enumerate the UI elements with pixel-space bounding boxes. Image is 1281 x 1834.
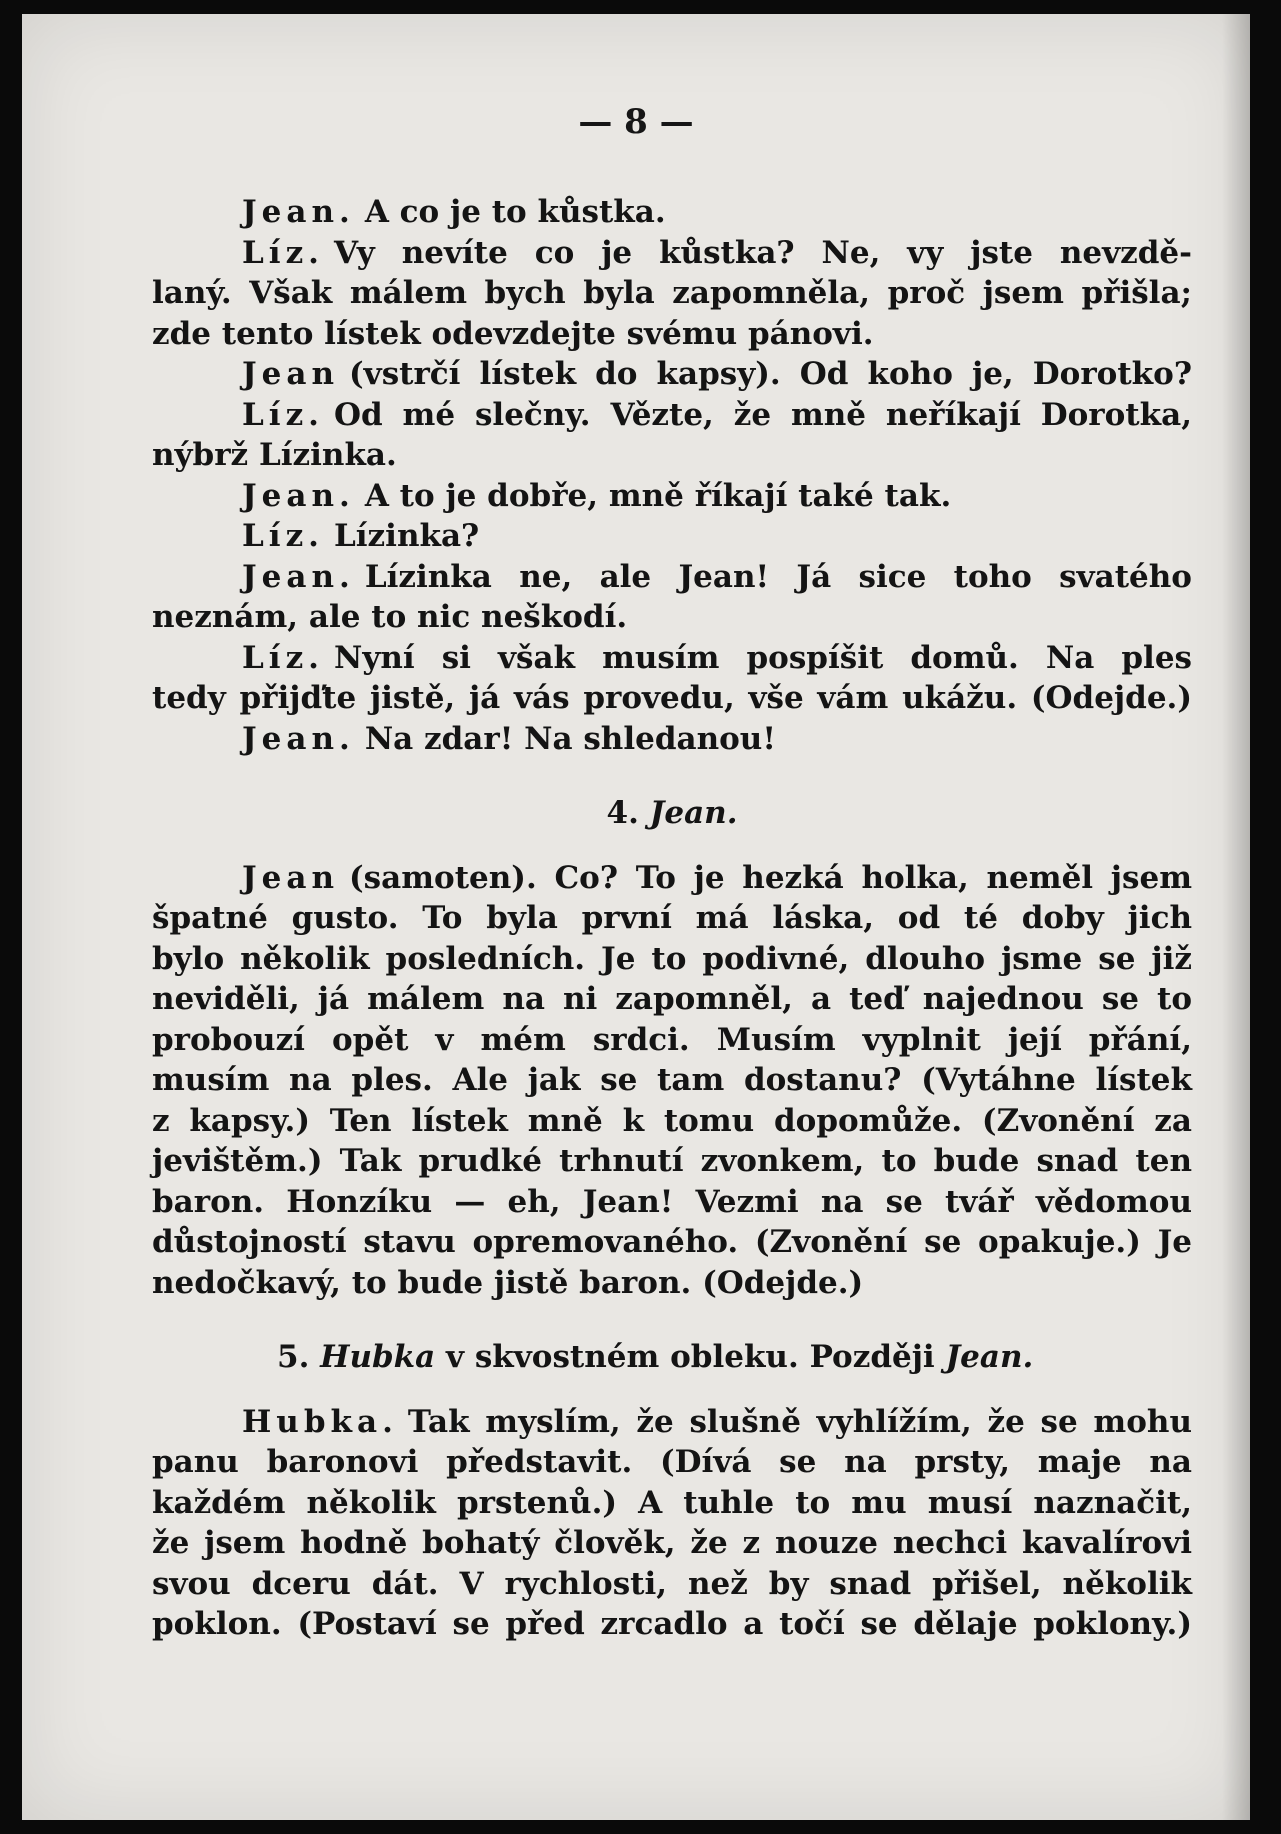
line-text: že jsem hodně bohatý člověk, že z nouze nechci kavalírovi bbox=[152, 1525, 1192, 1561]
line-text: Na zdar! Na shledanou! bbox=[364, 720, 776, 757]
page-edge-shadow bbox=[1222, 14, 1250, 1820]
text-line bbox=[152, 1604, 1192, 1645]
line-text: tedy přijďte jistě, já vás provedu, vše vám ukážu. (Odejde.) bbox=[152, 680, 1192, 716]
spacer bbox=[152, 1303, 1192, 1337]
text-line bbox=[152, 1060, 1192, 1101]
text-line bbox=[152, 1564, 1192, 1605]
line-text: důstojností stavu opremovaného. (Zvonění se opakuje.) Je bbox=[152, 1224, 1192, 1260]
text-line bbox=[152, 898, 1192, 939]
scene-number: 5. bbox=[277, 1339, 310, 1375]
line-text: laný. Však málem bych byla zapomněla, proč jsem přišla; bbox=[152, 275, 1192, 311]
text-line bbox=[152, 597, 1192, 638]
speaker-name: Jean. bbox=[242, 477, 355, 514]
spacer bbox=[152, 834, 1192, 858]
line-text: Nyní si však musím pospíšit domů. Na ples bbox=[333, 639, 1192, 676]
speaker-name: Jean. bbox=[242, 194, 355, 230]
text-line bbox=[152, 557, 1192, 598]
text-line bbox=[152, 192, 1192, 233]
line-text: musím na ples. Ale jak se tam dostanu? (Vytáhne lístek bbox=[152, 1062, 1192, 1098]
text-line bbox=[152, 476, 1192, 517]
page-text bbox=[152, 192, 1192, 1645]
line-text: Lízinka? bbox=[333, 518, 480, 554]
line-text: svou dceru dát. V rychlosti, než by snad přišel, několik bbox=[152, 1565, 1192, 1602]
text-line bbox=[152, 314, 1192, 355]
text-line bbox=[152, 1402, 1192, 1443]
line-text: A co je to kůstka. bbox=[364, 194, 666, 230]
line-text: A to je dobře, mně říkají také tak. bbox=[364, 477, 952, 514]
scene-later: Později bbox=[809, 1339, 935, 1375]
text-line bbox=[152, 1442, 1192, 1483]
line-text: nedočkavý, to bude jistě baron. (Odejde.) bbox=[152, 1264, 864, 1301]
text-line bbox=[152, 1101, 1192, 1142]
speaker-name: Jean bbox=[242, 859, 340, 896]
text-line bbox=[152, 979, 1192, 1020]
speaker-name: Líz. bbox=[242, 639, 324, 676]
line-text: Lízinka ne, ale Jean! Já sice toho svatého bbox=[364, 558, 1192, 595]
text-line bbox=[152, 1182, 1192, 1223]
scene-heading-5 bbox=[152, 1337, 1192, 1378]
text-line bbox=[152, 435, 1192, 476]
scene-number: 4. bbox=[606, 795, 639, 831]
dialogue-block-1 bbox=[152, 192, 1192, 759]
text-line bbox=[152, 516, 1192, 557]
text-line bbox=[152, 1483, 1192, 1524]
line-text: Od mé slečny. Vězte, že mně neříkají Dorotka, bbox=[333, 396, 1192, 433]
text-line bbox=[152, 1141, 1192, 1182]
line-text: špatné gusto. To byla první má láska, od té doby jich bbox=[152, 900, 1192, 936]
speaker-name: Jean. bbox=[242, 558, 355, 595]
text-line bbox=[152, 1523, 1192, 1564]
text-line bbox=[152, 1020, 1192, 1061]
spacer bbox=[152, 759, 1192, 793]
line-text: (samoten). Co? To je hezká holka, neměl jsem bbox=[349, 859, 1192, 896]
page-number: — 8 — bbox=[578, 102, 694, 142]
speaker-name: Líz. bbox=[242, 234, 324, 271]
line-text: neznám, ale to nic neškodí. bbox=[152, 599, 628, 635]
text-line bbox=[152, 395, 1192, 436]
book-page bbox=[22, 14, 1250, 1820]
text-line bbox=[152, 233, 1192, 274]
text-line bbox=[152, 354, 1192, 395]
scene-heading-4 bbox=[152, 793, 1192, 834]
line-text: bylo několik posledních. Je to podivné, dlouho jsme se již bbox=[152, 940, 1192, 977]
text-line bbox=[152, 1222, 1192, 1263]
text-line bbox=[152, 1263, 1192, 1304]
line-text: neviděli, já málem na ni zapomněl, a teď najednou se to bbox=[152, 981, 1192, 1017]
scene-name: Jean. bbox=[649, 795, 738, 831]
scene-name-2: Jean. bbox=[945, 1339, 1034, 1375]
speaker-name: Líz. bbox=[242, 518, 324, 554]
text-line bbox=[152, 678, 1192, 719]
line-text: panu baronovi představit. (Dívá se na prsty, maje na bbox=[152, 1444, 1192, 1480]
line-text: zde tento lístek odevzdejte svému pánovi. bbox=[152, 315, 874, 352]
spacer bbox=[152, 1378, 1192, 1402]
line-text: baron. Honzíku — eh, Jean! Vezmi na se tvář vědomou bbox=[152, 1183, 1192, 1220]
line-text: poklon. (Postaví se před zrcadlo a točí se dělaje poklony.) bbox=[152, 1606, 1192, 1642]
line-text: Tak myslím, že slušně vyhlížím, že se mohu bbox=[407, 1403, 1192, 1440]
line-text: Vy nevíte co je kůstka? Ne, vy jste nevzdě- bbox=[333, 234, 1192, 271]
line-text: probouzí opět v mém srdci. Musím vyplnit její přání, bbox=[152, 1021, 1192, 1058]
speaker-name: Jean. bbox=[242, 720, 355, 757]
line-text: z kapsy.) Ten lístek mně k tomu dopomůže. (Zvonění za bbox=[152, 1102, 1192, 1139]
dialogue-block-3 bbox=[152, 1402, 1192, 1645]
text-line bbox=[152, 719, 1192, 760]
line-text: každém několik prstenů.) A tuhle to mu musí naznačit, bbox=[152, 1484, 1192, 1521]
line-text: jevištěm.) Tak prudké trhnutí zvonkem, to bude snad ten bbox=[152, 1143, 1192, 1179]
scene-name: Hubka bbox=[320, 1339, 436, 1375]
scene-direction: v skvostném obleku. bbox=[446, 1339, 799, 1375]
speaker-name: Jean bbox=[242, 356, 340, 392]
dialogue-block-2 bbox=[152, 858, 1192, 1304]
line-text: (vstrčí lístek do kapsy). Od koho je, Dorotko? bbox=[349, 356, 1192, 392]
speaker-name: Hubka. bbox=[242, 1403, 398, 1440]
text-line bbox=[152, 638, 1192, 679]
line-text: nýbrž Lízinka. bbox=[152, 437, 397, 473]
text-line bbox=[152, 858, 1192, 899]
text-line bbox=[152, 273, 1192, 314]
speaker-name: Líz. bbox=[242, 396, 324, 433]
text-line bbox=[152, 939, 1192, 980]
